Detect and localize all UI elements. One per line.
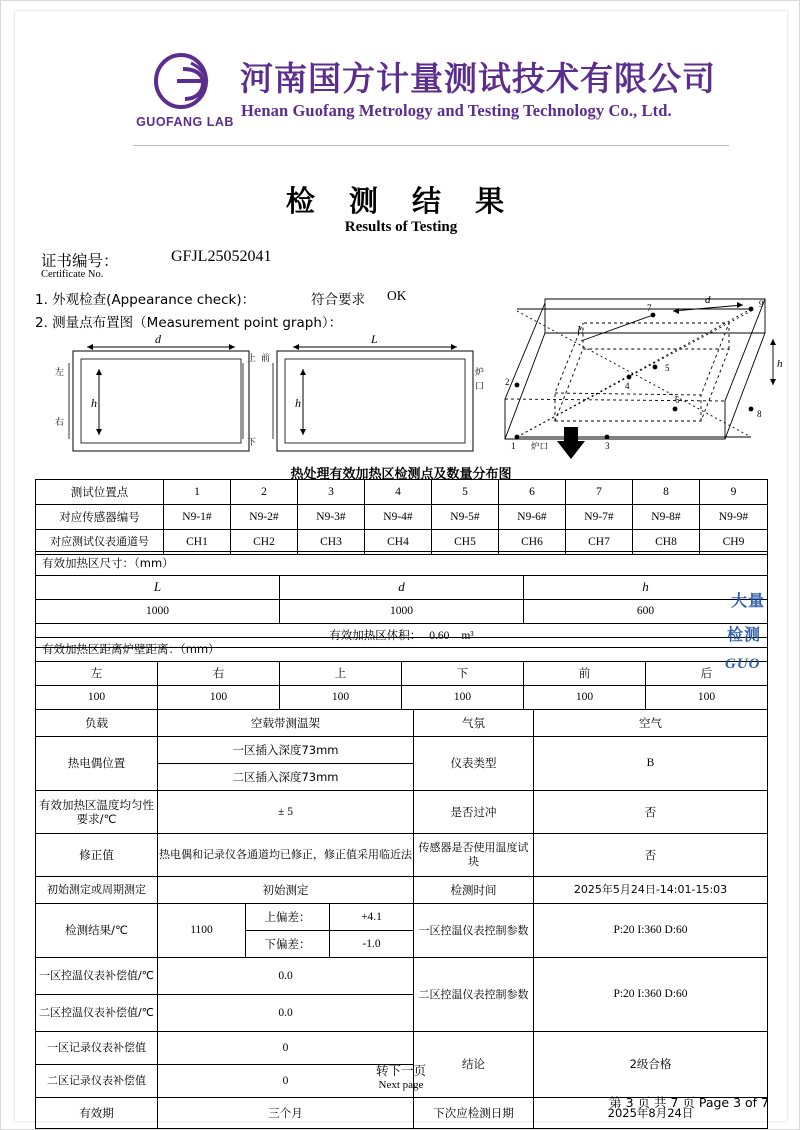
sensor-block-label: 传感器是否使用温度试块 xyxy=(414,834,534,877)
dist-value-up: 100 xyxy=(280,686,402,710)
dist-header-right: 右 xyxy=(158,662,280,686)
dist-value-down: 100 xyxy=(402,686,524,710)
svg-text:7: 7 xyxy=(647,303,652,313)
table-row xyxy=(36,958,768,995)
svg-text:左: 左 xyxy=(55,368,65,378)
cell: N9-1# xyxy=(164,505,231,530)
cell: 2 xyxy=(231,480,298,505)
measurement-point-graph-label: 2. 测量点布置图（Measurement point graph）： xyxy=(35,315,343,331)
cell: 4 xyxy=(365,480,432,505)
cell: N9-6# xyxy=(499,505,566,530)
document-header xyxy=(15,49,787,149)
table-row xyxy=(36,600,768,624)
correction-label: 修正值 xyxy=(36,834,158,877)
conclusion-label: 结论 xyxy=(414,1032,534,1098)
zone1-recorder-label: 一区记录仪表补偿值 xyxy=(36,1032,158,1065)
certificate-number-block xyxy=(41,249,441,283)
wall-distance-table xyxy=(35,637,768,710)
upper-deviation-value: +4.1 xyxy=(330,904,414,931)
initial-label: 初始测定或周期测定 xyxy=(36,877,158,904)
volume-value: 0.60 xyxy=(429,629,450,642)
table-row xyxy=(36,710,768,737)
appearance-check-value-en: OK xyxy=(387,288,407,303)
size-header-d: d xyxy=(280,576,524,600)
diagram-caption: 热处理有效加热区检测点及数量分布图 xyxy=(290,467,512,482)
initial-value: 初始测定 xyxy=(158,877,414,904)
table-row xyxy=(36,552,768,576)
instrument-type-value: B xyxy=(534,737,768,791)
cell: CH6 xyxy=(499,530,566,555)
dist-header-back: 后 xyxy=(646,662,768,686)
table-row xyxy=(36,576,768,600)
table-row xyxy=(36,904,768,931)
svg-text:炉: 炉 xyxy=(475,368,485,378)
cell: 1 xyxy=(164,480,231,505)
svg-text:d: d xyxy=(155,332,161,346)
certificate-label-cn: 证书编号： xyxy=(41,252,119,270)
zone2-comp-value: 0.0 xyxy=(158,995,414,1032)
svg-text:右: 右 xyxy=(55,418,65,428)
uniformity-label: 有效加热区温度均匀性要求/℃ xyxy=(36,791,158,834)
table-row xyxy=(36,638,768,662)
tc-position-value-zone2: 二区插入深度73mm xyxy=(158,764,414,791)
dist-value-front: 100 xyxy=(524,686,646,710)
svg-text:h: h xyxy=(295,396,301,410)
table-row xyxy=(36,505,768,530)
svg-text:前: 前 xyxy=(261,354,271,364)
zone1-control-label: 一区控温仪表控制参数 xyxy=(414,904,534,958)
page-title-cn: 检 测 结 果 xyxy=(285,184,517,218)
certificate-label-en: Certificate No. xyxy=(41,269,104,280)
cell: N9-5# xyxy=(432,505,499,530)
size-header-L: L xyxy=(36,576,280,600)
table-row xyxy=(36,662,768,686)
zone2-recorder-value: 0 xyxy=(158,1065,414,1098)
row-header: 对应测试仪表通道号 xyxy=(36,530,164,555)
overshoot-value: 否 xyxy=(534,791,768,834)
logo-text: GUOFANG LAB xyxy=(136,115,234,129)
uniformity-value: ± 5 xyxy=(158,791,414,834)
company-name-en: Henan Guofang Metrology and Testing Technology Co., Ltd. xyxy=(241,101,672,120)
measurement-diagrams xyxy=(25,289,787,469)
load-label: 负载 xyxy=(36,710,158,737)
sensor-block-value: 否 xyxy=(534,834,768,877)
overshoot-label: 是否过冲 xyxy=(414,791,534,834)
size-value-d: 1000 xyxy=(280,600,524,624)
row-header: 对应传感器编号 xyxy=(36,505,164,530)
zone2-comp-label: 二区控温仪表补偿值/℃ xyxy=(36,995,158,1032)
result-label: 检测结果/℃ xyxy=(36,904,158,958)
zone1-recorder-value: 0 xyxy=(158,1032,414,1065)
header-divider xyxy=(133,145,729,146)
table-row xyxy=(36,791,768,834)
svg-text:h: h xyxy=(777,358,783,370)
test-time-label: 检测时间 xyxy=(414,877,534,904)
cell: 8 xyxy=(633,480,700,505)
dist-value-right: 100 xyxy=(158,686,280,710)
svg-text:下: 下 xyxy=(247,438,257,448)
logo-mark-icon xyxy=(153,51,217,113)
next-page-en: Next page xyxy=(378,1079,424,1091)
table-row xyxy=(36,737,768,764)
cell: N9-9# xyxy=(700,505,768,530)
svg-text:L: L xyxy=(577,324,584,336)
zone2-control-value: P:20 I:360 D:60 xyxy=(534,958,768,1032)
appearance-check-value-cn: 符合要求 xyxy=(311,292,365,308)
dist-header-up: 上 xyxy=(280,662,402,686)
zone2-recorder-label: 二区记录仪表补偿值 xyxy=(36,1065,158,1098)
cell: 6 xyxy=(499,480,566,505)
cell: N9-2# xyxy=(231,505,298,530)
dist-header-down: 下 xyxy=(402,662,524,686)
zone1-comp-label: 一区控温仪表补偿值/℃ xyxy=(36,958,158,995)
cell: CH4 xyxy=(365,530,432,555)
cell: CH1 xyxy=(164,530,231,555)
validity-value: 三个月 xyxy=(158,1098,414,1129)
stamp-line-1: 大量 xyxy=(731,591,766,610)
size-value-h: 600 xyxy=(524,600,768,624)
cell: N9-3# xyxy=(298,505,365,530)
volume-label: 有效加热区体积： xyxy=(329,627,422,642)
company-logo xyxy=(135,51,235,141)
svg-text:3: 3 xyxy=(605,441,610,451)
table-row xyxy=(36,877,768,904)
table-row xyxy=(36,686,768,710)
upper-deviation-label: 上偏差： xyxy=(246,904,330,931)
next-date-label: 下次应检测日期 xyxy=(414,1098,534,1129)
test-time-value: 2025年5月24日-14:01-15:03 xyxy=(534,877,768,904)
conclusion-value: 2级合格 xyxy=(534,1032,768,1098)
lower-deviation-label: 下偏差： xyxy=(246,931,330,958)
size-table-title: 有效加热区尺寸：（mm） xyxy=(36,552,768,576)
svg-text:9: 9 xyxy=(759,299,764,309)
page-sheet xyxy=(15,11,787,1121)
dist-header-left: 左 xyxy=(36,662,158,686)
lower-deviation-value: -1.0 xyxy=(330,931,414,958)
cell: CH3 xyxy=(298,530,365,555)
row-header: 测试位置点 xyxy=(36,480,164,505)
effective-zone-size-table xyxy=(35,551,768,648)
svg-text:5: 5 xyxy=(665,363,670,373)
page-title-en: Results of Testing xyxy=(344,219,458,235)
cell: 5 xyxy=(432,480,499,505)
zone2-control-label: 二区控温仪表控制参数 xyxy=(414,958,534,1032)
size-value-L: 1000 xyxy=(36,600,280,624)
diagram-svg xyxy=(25,289,787,469)
cell: 9 xyxy=(700,480,768,505)
cell: CH8 xyxy=(633,530,700,555)
svg-text:L: L xyxy=(371,332,378,346)
appearance-check-label: 1. 外观检查(Appearance check)： xyxy=(35,292,256,308)
cell: CH9 xyxy=(700,530,768,555)
svg-text:d: d xyxy=(705,294,711,306)
volume-unit: m³ xyxy=(461,629,474,642)
load-value: 空载带测温架 xyxy=(158,710,414,737)
distance-table-title: 有效加热区距离炉壁距离：（mm） xyxy=(36,638,768,662)
svg-text:4: 4 xyxy=(625,381,630,391)
cell: 7 xyxy=(566,480,633,505)
stamp-line-2: 检测 xyxy=(727,625,762,644)
svg-text:口: 口 xyxy=(475,382,485,392)
validity-label: 有效期 xyxy=(36,1098,158,1129)
cell: CH7 xyxy=(566,530,633,555)
next-date-value: 2025年8月24日 xyxy=(534,1098,768,1129)
result-temperature: 1100 xyxy=(158,904,246,958)
size-header-h: h xyxy=(524,576,768,600)
dist-header-front: 前 xyxy=(524,662,646,686)
stamp-line-3: GUO xyxy=(725,656,761,672)
table-row xyxy=(36,1032,768,1065)
certificate-number-value: GFJL25052041 xyxy=(171,248,272,265)
measurement-points-table xyxy=(35,479,768,555)
dist-value-left: 100 xyxy=(36,686,158,710)
zone1-control-value: P:20 I:360 D:60 xyxy=(534,904,768,958)
next-page-cn: 转下一页 xyxy=(375,1063,426,1078)
instrument-type-label: 仪表类型 xyxy=(414,737,534,791)
atmosphere-value: 空气 xyxy=(534,710,768,737)
svg-text:2: 2 xyxy=(505,377,510,387)
footer-page-number: 第 3 页 共 7 页 Page 3 of 7 xyxy=(609,1095,769,1110)
svg-text:上: 上 xyxy=(247,354,257,364)
correction-value: 热电偶和记录仪各通道均已修正，修正值采用临近法 xyxy=(158,834,414,877)
company-stamp xyxy=(723,586,793,696)
svg-text:6: 6 xyxy=(675,395,680,405)
zone1-comp-value: 0.0 xyxy=(158,958,414,995)
svg-text:8: 8 xyxy=(757,409,762,419)
cell: N9-4# xyxy=(365,505,432,530)
footer-next-page xyxy=(15,1061,787,1091)
cell: 3 xyxy=(298,480,365,505)
table-row xyxy=(36,480,768,505)
tc-position-value-zone1: 一区插入深度73mm xyxy=(158,737,414,764)
atmosphere-label: 气氛 xyxy=(414,710,534,737)
cell: CH2 xyxy=(231,530,298,555)
cell: N9-8# xyxy=(633,505,700,530)
svg-text:h: h xyxy=(91,396,97,410)
svg-text:炉口: 炉口 xyxy=(531,442,549,452)
cell: N9-7# xyxy=(566,505,633,530)
dist-value-back: 100 xyxy=(646,686,768,710)
svg-text:1: 1 xyxy=(511,441,516,451)
tc-position-label: 热电偶位置 xyxy=(36,737,158,791)
company-name-cn: 河南国方计量测试技术有限公司 xyxy=(240,59,716,98)
table-row xyxy=(36,834,768,877)
cell: CH5 xyxy=(432,530,499,555)
